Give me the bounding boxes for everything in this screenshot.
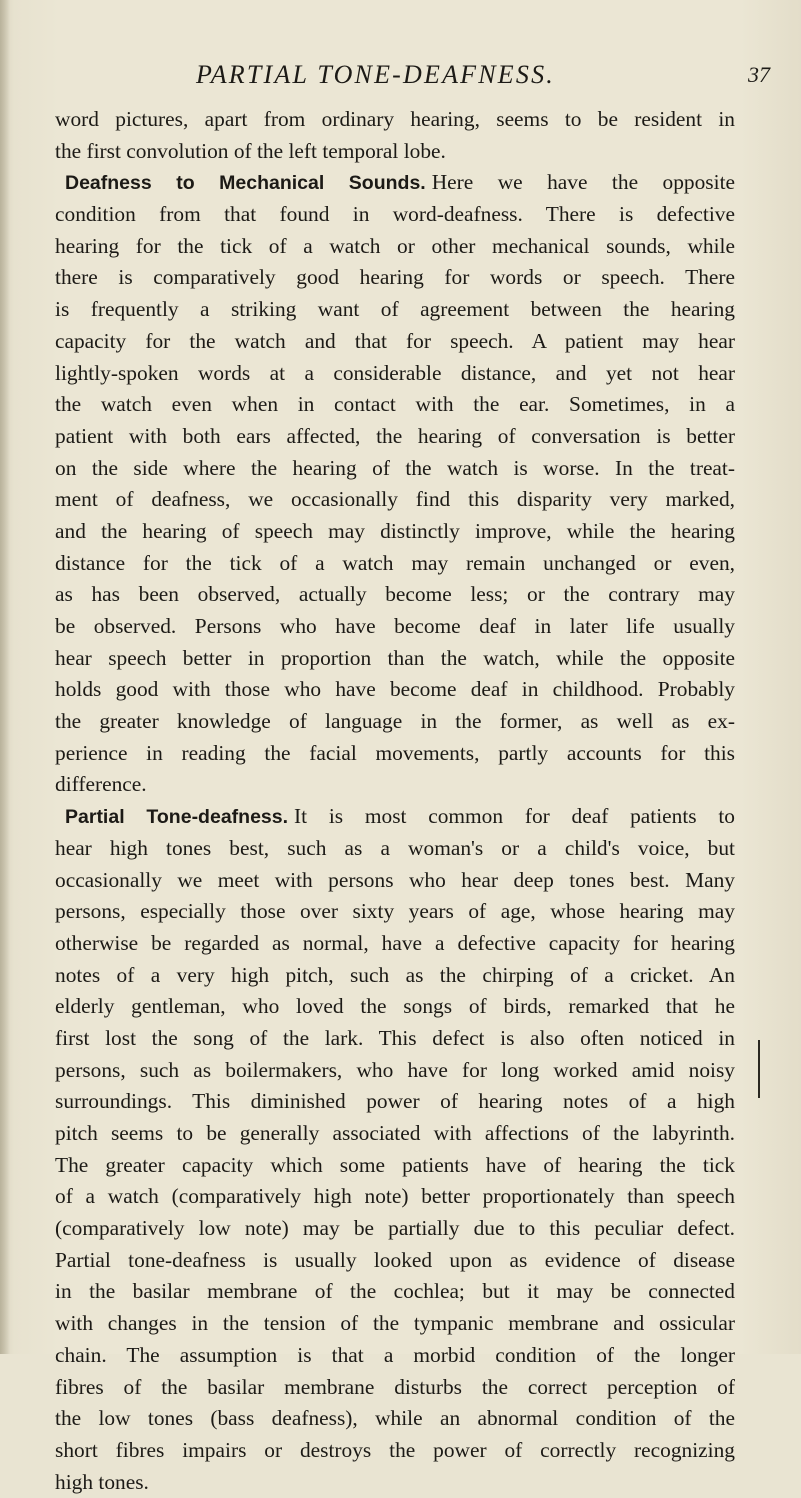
text-line — [55, 769, 735, 801]
text-line — [55, 548, 735, 580]
section-heading: Partial Tone-deafness. — [65, 806, 289, 829]
line-text: fibres of the basilar membrane disturbs the correct perception of — [55, 1374, 735, 1399]
text-line — [55, 674, 735, 706]
text-line — [55, 1372, 735, 1404]
line-text: as has been observed, actually become less; or the contrary may — [55, 582, 735, 607]
page-header — [0, 60, 801, 94]
text-line — [55, 1086, 735, 1118]
line-text: difference. — [55, 772, 147, 797]
line-text: be observed. Persons who have become deaf in later life usually — [55, 614, 735, 638]
line-text: lightly-spoken words at a considerable distance, and yet not hear — [55, 360, 735, 385]
text-line — [55, 199, 735, 231]
line-text: is frequently a striking want of agreement between the hearing — [55, 297, 735, 322]
text-line — [55, 960, 735, 992]
line-text: holds good with those who have become deaf in childhood. Probably — [55, 677, 735, 702]
text-line — [55, 1467, 735, 1498]
line-text: and the hearing of speech may distinctly improve, while the hearing — [55, 518, 735, 543]
line-text: hear speech better in proportion than the watch, while the opposite — [55, 645, 735, 670]
margin-bracket-mark — [758, 1040, 760, 1098]
running-title: PARTIAL TONE-DEAFNESS. — [196, 60, 555, 89]
text-line — [55, 991, 735, 1023]
line-text: occasionally we meet with persons who hear deep tones best. Many — [55, 867, 735, 892]
line-text: hearing for the tick of a watch or other mechanical sounds, while — [55, 233, 735, 258]
text-line — [55, 1403, 735, 1435]
line-text: first lost the song of the lark. This defect is also often noticed in — [55, 1025, 735, 1050]
text-line — [55, 643, 735, 675]
line-text: It is most common for deaf patients to — [294, 804, 735, 829]
text-line — [55, 1308, 735, 1340]
line-text: high tones. — [55, 1469, 149, 1494]
text-line — [55, 579, 735, 611]
line-text: the low tones (bass deafness), while an abnormal condition of the — [55, 1406, 735, 1431]
page-gutter-shadow — [0, 0, 10, 1354]
text-line — [55, 896, 735, 928]
line-text: patient with both ears affected, the hearing of conversation is better — [55, 423, 735, 448]
text-line — [55, 262, 735, 294]
line-text: Here we have the opposite — [431, 170, 736, 195]
text-line — [55, 611, 735, 643]
text-line — [55, 928, 735, 960]
text-line — [55, 1435, 735, 1467]
text-line — [55, 231, 735, 263]
section-heading: Deafness to Mechanical Sounds. — [65, 172, 426, 195]
text-line — [55, 1276, 735, 1308]
line-text: short fibres impairs or destroys the power of correctly recognizing — [55, 1437, 735, 1462]
line-text: The greater capacity which some patients have of hearing the tick — [55, 1152, 735, 1177]
line-text: persons, such as boilermakers, who have for long worked amid noisy — [55, 1057, 735, 1082]
line-text: persons, especially those over sixty years of age, whose hearing may — [55, 899, 735, 924]
line-text: Partial tone-deafness is usually looked upon as evidence of disease — [55, 1247, 735, 1272]
text-line — [55, 706, 735, 738]
text-line — [55, 484, 735, 516]
text-line — [55, 104, 735, 136]
text-line — [55, 801, 735, 833]
text-line — [55, 421, 735, 453]
text-line — [55, 1118, 735, 1150]
line-text: word pictures, apart from ordinary hearing, seems to be resident in — [55, 107, 735, 131]
line-text: on the side where the hearing of the watch is worse. In the treat- — [55, 455, 735, 480]
line-text: with changes in the tension of the tympanic membrane and ossicular — [55, 1311, 735, 1336]
text-line — [55, 326, 735, 358]
line-text: ment of deafness, we occasionally find this disparity very marked, — [55, 487, 735, 512]
text-line — [55, 167, 735, 199]
line-text: the greater knowledge of language in the former, as well as ex- — [55, 709, 735, 734]
text-line — [55, 294, 735, 326]
text-line — [55, 516, 735, 548]
line-text: otherwise be regarded as normal, have a defective capacity for hearing — [55, 930, 735, 955]
text-line — [55, 738, 735, 770]
line-text: the first convolution of the left temporal lobe. — [55, 138, 446, 163]
text-line — [55, 833, 735, 865]
line-text: surroundings. This diminished power of hearing notes of a high — [55, 1089, 735, 1114]
line-text: capacity for the watch and that for speech. A patient may hear — [55, 328, 735, 353]
text-line — [55, 136, 735, 168]
line-text: in the basilar membrane of the cochlea; but it may be connected — [55, 1279, 735, 1304]
text-line — [55, 389, 735, 421]
text-line — [55, 1181, 735, 1213]
line-text: of a watch (comparatively high note) better proportionately than speech — [55, 1184, 735, 1209]
line-text: elderly gentleman, who loved the songs of birds, remarked that he — [55, 994, 735, 1019]
text-line — [55, 1023, 735, 1055]
line-text: condition from that found in word-deafness. There is defective — [55, 202, 735, 227]
text-line — [55, 1150, 735, 1182]
line-text: the watch even when in contact with the ear. Sometimes, in a — [55, 392, 735, 417]
line-text: hear high tones best, such as a woman's or a child's voice, but — [55, 835, 735, 860]
line-text: perience in reading the facial movements, partly accounts for this — [55, 740, 735, 765]
text-line — [55, 865, 735, 897]
page-number: 37 — [748, 62, 770, 87]
line-text: there is comparatively good hearing for words or speech. There — [55, 265, 735, 290]
text-line — [55, 358, 735, 390]
line-text: chain. The assumption is that a morbid condition of the longer — [55, 1342, 735, 1367]
line-text: notes of a very high pitch, such as the chirping of a cricket. An — [55, 962, 735, 987]
line-text: distance for the tick of a watch may remain unchanged or even, — [55, 550, 735, 575]
text-line — [55, 1340, 735, 1372]
text-line — [55, 1055, 735, 1087]
text-line — [55, 453, 735, 485]
line-text: (comparatively low note) may be partially due to this peculiar defect. — [55, 1216, 735, 1241]
line-text: pitch seems to be generally associated with affections of the labyrinth. — [55, 1121, 735, 1145]
body-text — [55, 104, 735, 1498]
text-line — [55, 1213, 735, 1245]
text-line — [55, 1245, 735, 1277]
